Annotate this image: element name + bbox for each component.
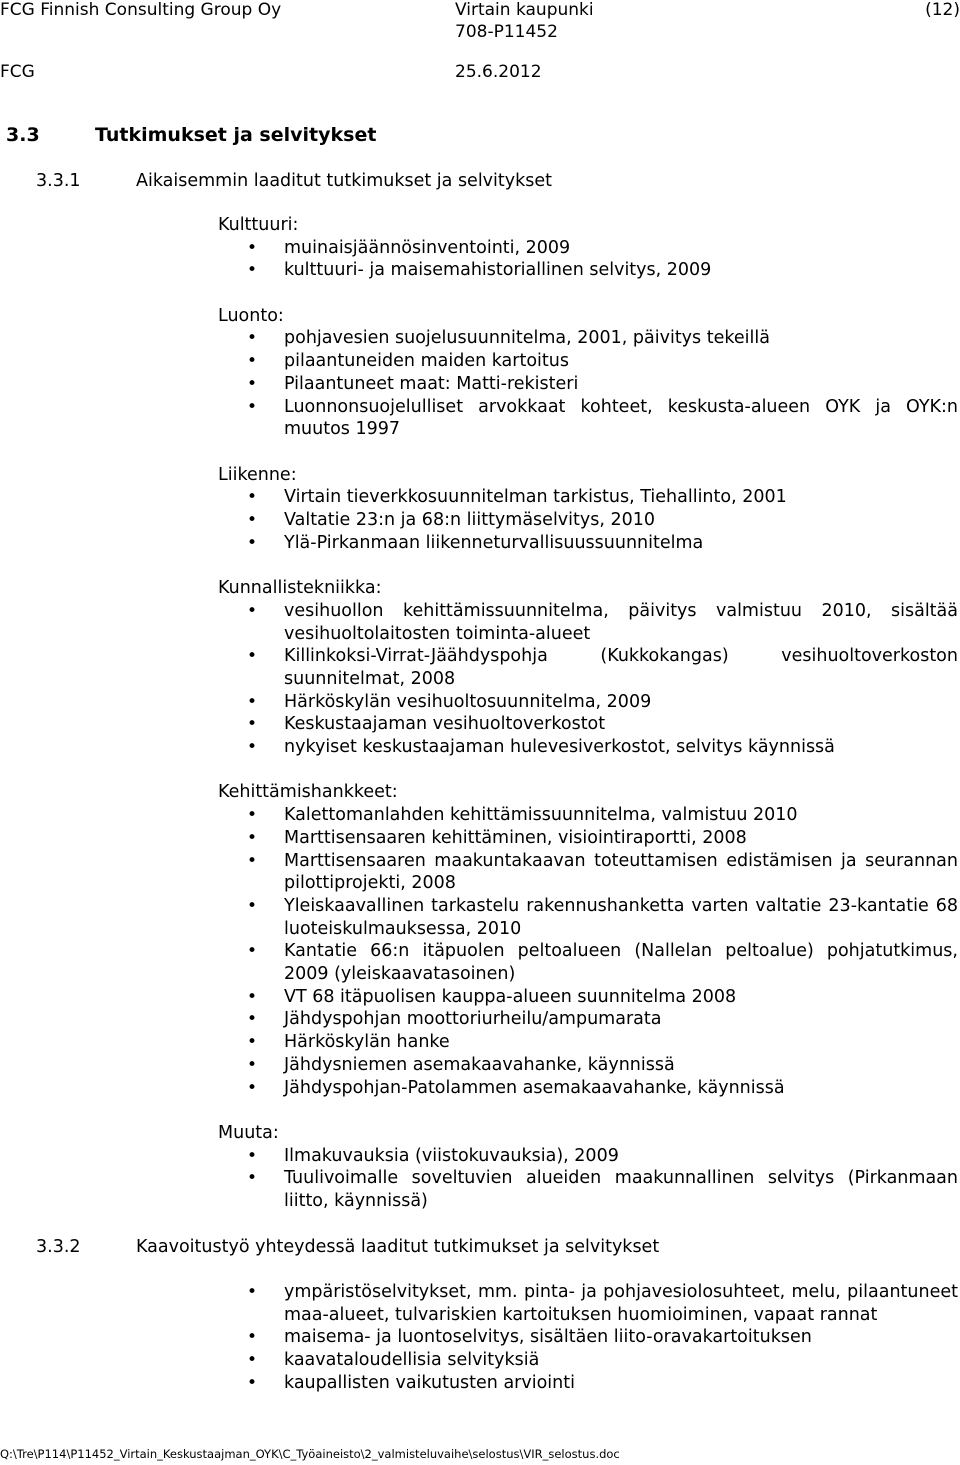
list-item: • muinaisjäännösinventointi, 2009 bbox=[218, 237, 958, 260]
group-kehittamishankkeet bbox=[218, 781, 958, 1099]
list-item: • maisema- ja luontoselvitys, sisältäen liito-oravakartoituksen bbox=[218, 1326, 958, 1349]
list-item: • Härköskylän hanke bbox=[218, 1031, 958, 1054]
list-item: • Jähdyspohjan moottoriurheilu/ampumarata bbox=[218, 1008, 958, 1031]
group-liikenne bbox=[218, 464, 958, 555]
group-kunnallistekniikka bbox=[218, 577, 958, 759]
subsection-number: 3.3.1 bbox=[36, 171, 81, 191]
list-item: • vesihuollon kehittämissuunnitelma, päivitys valmistuu 2010, sisältää vesihuoltolaitosten toiminta-alueet bbox=[218, 600, 958, 645]
list-item: • Pilaantuneet maat: Matti-rekisteri bbox=[218, 373, 958, 396]
header-client: Virtain kaupunki bbox=[455, 0, 594, 20]
page-header-row2 bbox=[0, 23, 960, 47]
list-item: • Keskustaajaman vesihuoltoverkostot bbox=[218, 713, 958, 736]
header-page-number: (12) bbox=[925, 0, 960, 20]
header-company: FCG Finnish Consulting Group Oy bbox=[0, 0, 282, 20]
list-item: • VT 68 itäpuolisen kauppa-alueen suunnitelma 2008 bbox=[218, 986, 958, 1009]
footer-file-path: Q:\Tre\P114\P11452_Virtain_Keskustaajman_OYK\C_Työaineisto\2_valmisteluvaihe\selostus\VIR_selostus.doc bbox=[0, 1447, 620, 1461]
list-item: • Ilmakuvauksia (viistokuvauksia), 2009 bbox=[218, 1145, 958, 1168]
list-item: • Marttisensaaren kehittäminen, visiointiraportti, 2008 bbox=[218, 827, 958, 850]
section-number: 3.3 bbox=[6, 124, 40, 146]
group-luonto bbox=[218, 305, 958, 441]
list-item: • Ylä-Pirkanmaan liikenneturvallisuussuunnitelma bbox=[218, 532, 958, 555]
subsection-number: 3.3.2 bbox=[36, 1237, 81, 1257]
list-item: • Jähdysniemen asemakaavahanke, käynnissä bbox=[218, 1054, 958, 1077]
section-title: Tutkimukset ja selvitykset bbox=[95, 124, 377, 146]
page-header-row3 bbox=[0, 62, 960, 86]
list-item: • ympäristöselvitykset, mm. pinta- ja pohjavesiolosuhteet, melu, pilaantuneet maa-alueet, tulvariskien kartoituksen huomioiminen, vapaat rannat bbox=[218, 1281, 958, 1326]
group-title: Muuta: bbox=[218, 1122, 279, 1143]
group-title: Liikenne: bbox=[218, 464, 297, 485]
group-kulttuuri bbox=[218, 214, 958, 282]
group-title: Luonto: bbox=[218, 305, 284, 326]
group-title: Kehittämishankkeet: bbox=[218, 782, 398, 803]
header-abbr: FCG bbox=[0, 62, 35, 82]
list-item: • Jähdyspohjan-Patolammen asemakaavahanke, käynnissä bbox=[218, 1077, 958, 1100]
group-title: Kunnallistekniikka: bbox=[218, 578, 382, 599]
list-item: • Marttisensaaren maakuntakaavan toteuttamisen edistämisen ja seurannan pilottiprojekti, 2008 bbox=[218, 850, 958, 895]
header-date: 25.6.2012 bbox=[455, 62, 542, 82]
subsection-title: Aikaisemmin laaditut tutkimukset ja selvitykset bbox=[136, 171, 553, 191]
list-item: • pilaantuneiden maiden kartoitus bbox=[218, 350, 958, 373]
header-project-number: 708-P11452 bbox=[455, 22, 558, 42]
list-item: • Härköskylän vesihuoltosuunnitelma, 2009 bbox=[218, 691, 958, 714]
list-item: • Valtatie 23:n ja 68:n liittymäselvitys, 2010 bbox=[218, 509, 958, 532]
list-item: • Kantatie 66:n itäpuolen peltoalueen (Nallelan peltoalue) pohjatutkimus, 2009 (yleiskaavatasoinen) bbox=[218, 940, 958, 985]
list-item: • kaavataloudellisia selvityksiä bbox=[218, 1349, 958, 1372]
list-item: • Killinkoksi-Virrat-Jäähdyspohja (Kukkokangas) vesihuoltoverkoston suunnitelmat, 2008 bbox=[218, 645, 958, 690]
list-item: • kulttuuri- ja maisemahistoriallinen selvitys, 2009 bbox=[218, 259, 958, 282]
list-item: • nykyiset keskustaajaman hulevesiverkostot, selvitys käynnissä bbox=[218, 736, 958, 759]
page-header bbox=[0, 0, 960, 24]
kaavoitus-list bbox=[218, 1281, 958, 1395]
research-list bbox=[218, 214, 958, 1213]
subsection-title: Kaavoitustyö yhteydessä laaditut tutkimukset ja selvitykset bbox=[136, 1237, 660, 1257]
group-muuta bbox=[218, 1122, 958, 1213]
list-item: • Kalettomanlahden kehittämissuunnitelma, valmistuu 2010 bbox=[218, 804, 958, 827]
list-item: • pohjavesien suojelusuunnitelma, 2001, päivitys tekeillä bbox=[218, 327, 958, 350]
list-item: • Luonnonsuojelulliset arvokkaat kohteet, keskusta-alueen OYK ja OYK:n muutos 1997 bbox=[218, 396, 958, 441]
group-title: Kulttuuri: bbox=[218, 215, 299, 235]
list-item: • kaupallisten vaikutusten arviointi bbox=[218, 1372, 958, 1395]
list-item: • Virtain tieverkkosuunnitelman tarkistus, Tiehallinto, 2001 bbox=[218, 486, 958, 509]
list-item: • Yleiskaavallinen tarkastelu rakennushanketta varten valtatie 23-kantatie 68 luoteiskulmauksessa, 2010 bbox=[218, 895, 958, 940]
list-item: • Tuulivoimalle soveltuvien alueiden maakunnallinen selvitys (Pirkanmaan liitto, käynnissä) bbox=[218, 1167, 958, 1212]
